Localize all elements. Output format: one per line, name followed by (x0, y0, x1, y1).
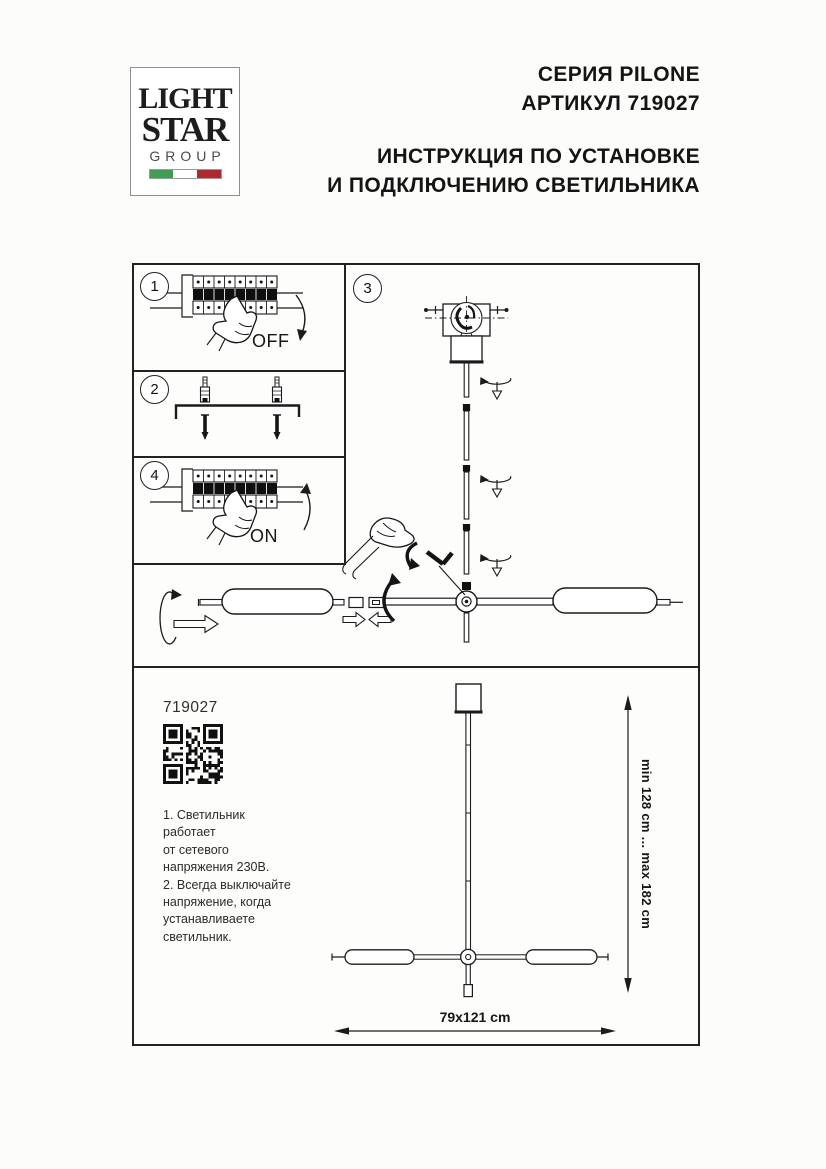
width-dimension (334, 1027, 616, 1034)
note-line: напряжения 230В. (163, 860, 270, 875)
tube-lamp-left (199, 589, 345, 614)
italian-flag-icon (149, 169, 222, 179)
arrow-down-icon (296, 295, 307, 341)
note-line: устанавливаете (163, 912, 255, 927)
step-2-panel (134, 372, 344, 458)
note-line: 1. Светильник (163, 808, 245, 822)
diagram-frame (132, 263, 700, 1046)
logo-star-text: STAR (141, 109, 229, 149)
qr-code (163, 724, 223, 784)
central-hub (456, 591, 477, 642)
logo-group-text: GROUP (149, 147, 226, 164)
wall-anchor-icon (201, 377, 210, 402)
tube-lamp-right (553, 588, 683, 613)
logo-light-text: LIGHT (138, 81, 232, 115)
wall-anchor-icon (273, 377, 282, 402)
step-number-badge: 3 (353, 274, 382, 303)
step-4-panel (134, 458, 344, 565)
canopy (450, 336, 484, 362)
height-dimension (624, 695, 631, 993)
height-dimension-label: min 128 cm ... max 182 cm (639, 758, 654, 930)
screw-icon (201, 415, 209, 440)
note-line: напряжение, когда (163, 895, 272, 910)
width-dimension-label: 79x121 cm (439, 1009, 511, 1025)
rotate-tube-icon (160, 589, 218, 644)
step-1-panel (134, 265, 344, 372)
product-info-section (134, 666, 698, 1044)
note-line: работает (163, 825, 216, 840)
note-line: светильник. (163, 929, 232, 944)
mounting-bracket-icon (176, 377, 299, 440)
article-number: 719027 (163, 699, 218, 716)
lightstar-logo (130, 67, 240, 196)
ceiling-mount-bracket (424, 296, 509, 342)
safety-notes (163, 807, 333, 946)
series-title: СЕРИЯ PILONE (537, 63, 700, 86)
screw-rotation-icon (480, 554, 511, 576)
on-label: ON (250, 526, 278, 546)
note-line: 2. Всегда выключайте (163, 877, 291, 892)
screw-icon (273, 415, 281, 440)
note-line: от сетевого (163, 842, 229, 857)
step-panels-column (134, 265, 346, 565)
article-title: АРТИКУЛ 719027 (521, 92, 700, 115)
step-number-badge: 4 (140, 461, 169, 490)
screw-rotation-icon (480, 377, 511, 399)
screw-rotation-icon (480, 475, 511, 497)
right-arm (477, 598, 553, 605)
off-label: OFF (252, 331, 290, 351)
left-arm (385, 598, 456, 605)
instruction-title-line1: ИНСТРУКЦИЯ ПО УСТАНОВКЕ (376, 145, 700, 168)
arrow-up-icon (300, 483, 311, 530)
instruction-title-line2: И ПОДКЛЮЧЕНИЮ СВЕТИЛЬНИКА (327, 174, 700, 197)
lamp-side-view (332, 684, 608, 997)
rod-segments (462, 363, 471, 590)
step-number-badge: 2 (140, 375, 169, 404)
header (327, 60, 700, 200)
step-number-badge: 1 (140, 272, 169, 301)
